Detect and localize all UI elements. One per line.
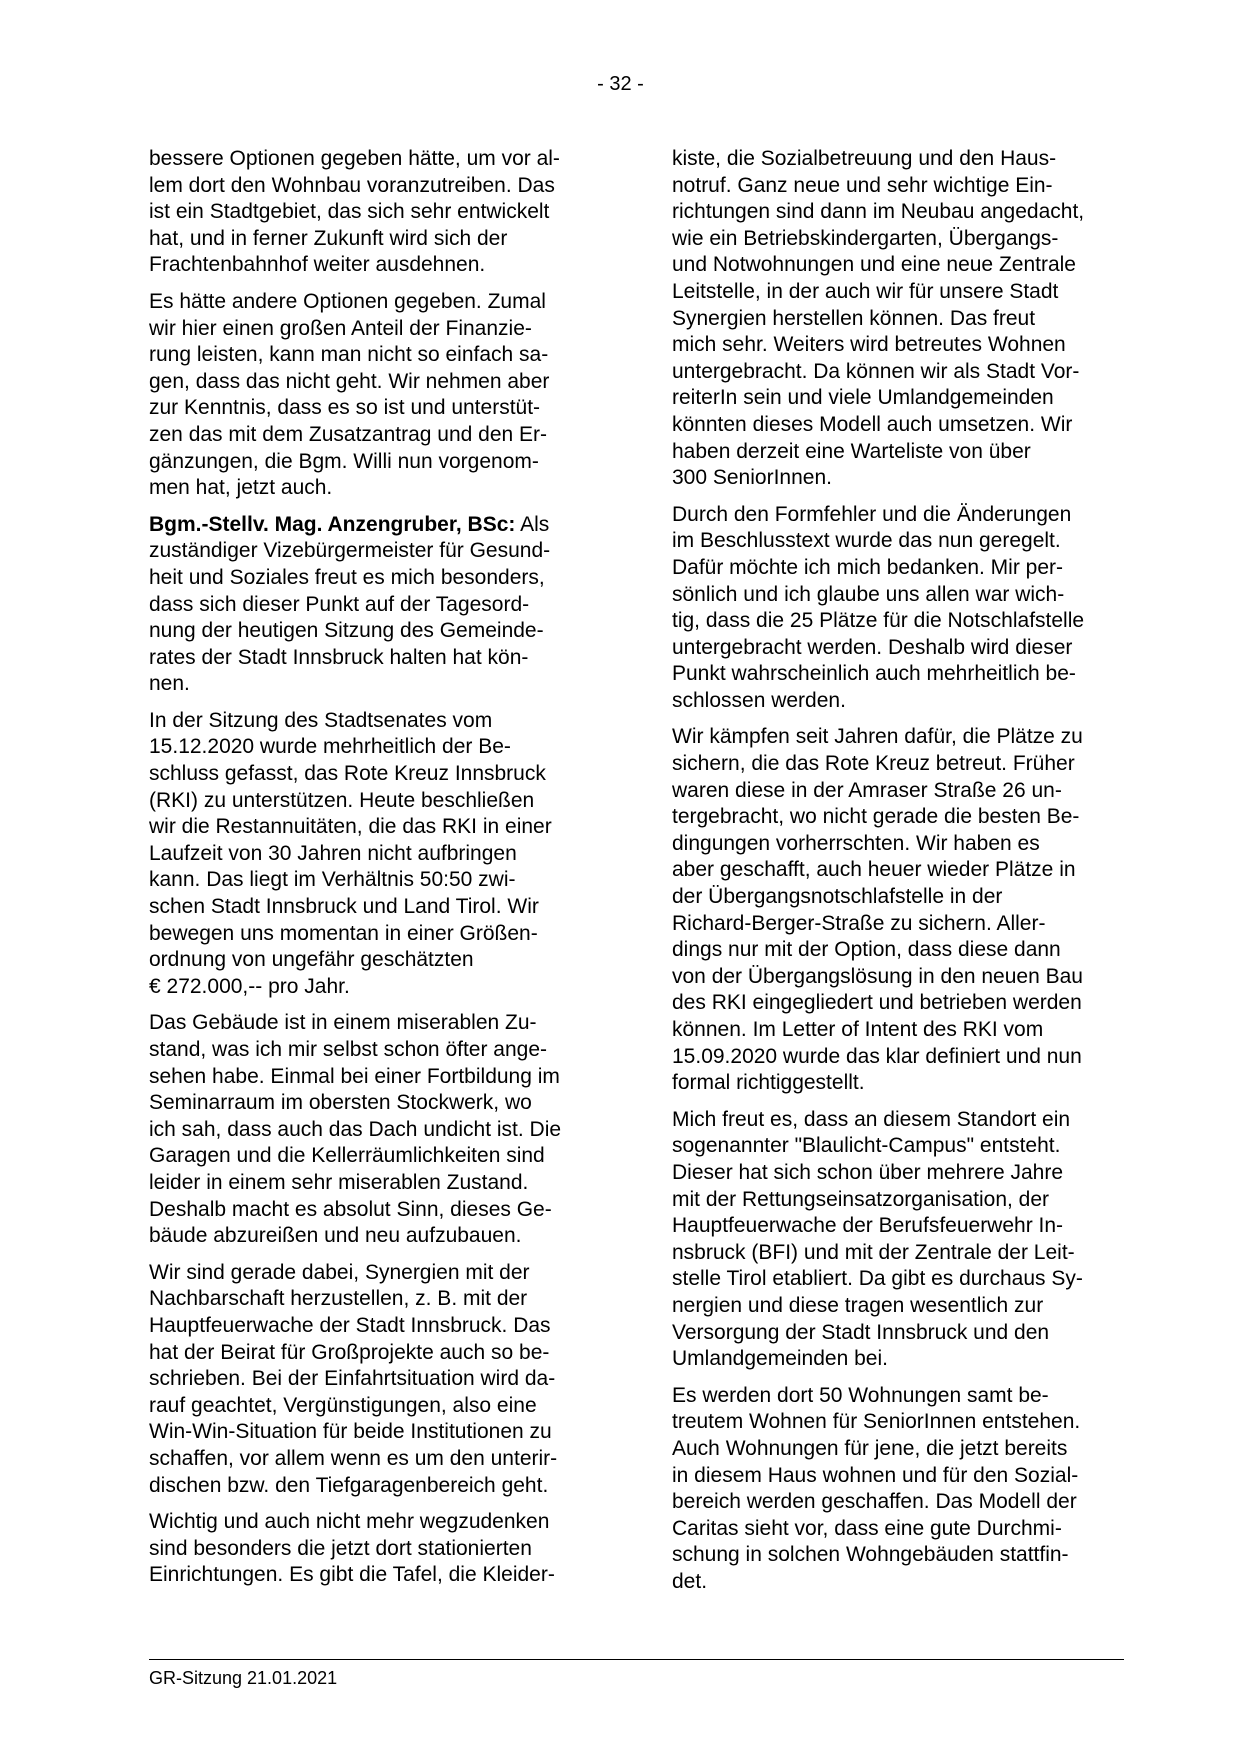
paragraph <box>149 1509 607 1589</box>
text-line: Wichtig und auch nicht mehr wegzudenken <box>149 1510 550 1534</box>
text-line: Umlandgemeinden bei. <box>672 1347 888 1371</box>
text-line: Versorgung der Stadt Innsbruck und den <box>672 1320 1050 1344</box>
text-line: Wir sind gerade dabei, Synergien mit der <box>149 1260 530 1284</box>
text-line: Richard-Berger-Straße zu sichern. Aller- <box>672 911 1046 935</box>
text-line: (RKI) zu unterstützen. Heute beschließen <box>149 788 535 812</box>
text-line: rates der Stadt Innsbruck halten hat kön- <box>149 645 529 669</box>
text-line: dings nur mit der Option, dass diese dann <box>672 938 1061 962</box>
text-line: tig, dass die 25 Plätze für die Notschlafstelle <box>672 609 1085 633</box>
text-line: hat, und in ferner Zukunft wird sich der <box>149 226 508 250</box>
text-line: rung leisten, kann man nicht so einfach sa- <box>149 343 549 367</box>
page-number: - 32 - <box>597 73 644 95</box>
text-line: Dafür möchte ich mich bedanken. Mir per- <box>672 555 1063 579</box>
paragraph <box>672 1383 1130 1596</box>
text-line: 300 SeniorInnen. <box>672 466 832 490</box>
text-line: kiste, die Sozialbetreuung und den Haus- <box>672 147 1057 170</box>
paragraph <box>149 1010 607 1249</box>
text-line: sichern, die das Rote Kreuz betreut. Früher <box>672 752 1075 776</box>
text-line: notruf. Ganz neue und sehr wichtige Ein- <box>672 173 1053 197</box>
text-line: können. Im Letter of Intent des RKI vom <box>672 1018 1044 1041</box>
text-line: 15.12.2020 wurde mehrheitlich der Be- <box>149 735 511 759</box>
text-line: Hauptfeuerwache der Stadt Innsbruck. Das <box>149 1313 551 1337</box>
text-line: Frachtenbahnhof weiter ausdehnen. <box>149 253 486 277</box>
text-line: nung der heutigen Sitzung des Gemeinde- <box>149 619 544 643</box>
text-line: gänzungen, die Bgm. Willi nun vorgenom- <box>149 449 539 473</box>
paragraph <box>149 1260 607 1499</box>
footer-divider <box>149 1659 1124 1660</box>
text-line: könnten dieses Modell auch umsetzen. Wir <box>672 412 1073 436</box>
text-line: Hauptfeuerwache der Berufsfeuerwehr In- <box>672 1214 1064 1238</box>
text-line: schaffen, vor allem wenn es um den unterir- <box>149 1446 558 1470</box>
text-line: € 272.000,-- pro Jahr. <box>149 974 350 998</box>
text-line: sind besonders die jetzt dort stationierten <box>149 1536 532 1560</box>
footer-text: GR-Sitzung 21.01.2021 <box>149 1668 338 1688</box>
text-line: Win-Win-Situation für beide Institutionen zu <box>149 1420 552 1444</box>
text-line: sönlich und ich glaube uns allen war wich- <box>672 582 1065 606</box>
text-line: 15.09.2020 wurde das klar definiert und nun <box>672 1044 1082 1068</box>
paragraph <box>672 724 1130 1096</box>
text-line: Leitstelle, in der auch wir für unsere Stadt <box>672 279 1059 303</box>
text-line: schlossen werden. <box>672 688 846 712</box>
text-line: ordnung von ungefähr geschätzten <box>149 948 474 972</box>
text-line: hat der Beirat für Großprojekte auch so be- <box>149 1340 550 1364</box>
right-column <box>672 146 1130 1605</box>
text-line: heit und Soziales freut es mich besonders, <box>149 565 545 589</box>
text-line: ist ein Stadtgebiet, das sich sehr entwickelt <box>149 200 550 224</box>
text-line: tergebracht, wo nicht gerade die besten Be- <box>672 805 1080 829</box>
text-line: bessere Optionen gegeben hätte, um vor al- <box>149 147 560 170</box>
text-line: im Beschlusstext wurde das nun geregelt. <box>672 529 1061 553</box>
text-line: dischen bzw. den Tiefgaragenbereich geht. <box>149 1473 549 1497</box>
text-line: zen das mit dem Zusatzantrag und den Er- <box>149 422 548 446</box>
text-line: kann. Das liegt im Verhältnis 50:50 zwi- <box>149 868 516 892</box>
text-line: Mich freut es, dass an diesem Standort ein <box>672 1107 1071 1131</box>
text-line: schung in solchen Wohngebäuden stattfin- <box>672 1543 1069 1567</box>
text-line: mit der Rettungseinsatzorganisation, der <box>672 1187 1050 1211</box>
text-line: lem dort den Wohnbau voranzutreiben. Das <box>149 173 555 197</box>
text-line: dass sich dieser Punkt auf der Tagesord- <box>149 592 530 616</box>
text-line: von der Übergangslösung in den neuen Bau <box>672 964 1083 988</box>
text-line: Nachbarschaft herzustellen, z. B. mit der <box>149 1287 528 1311</box>
text-line: Punkt wahrscheinlich auch mehrheitlich be- <box>672 662 1076 686</box>
text-line: Caritas sieht vor, dass eine gute Durchmi- <box>672 1516 1062 1540</box>
text-line: Dieser hat sich schon über mehrere Jahre <box>672 1160 1064 1184</box>
paragraph <box>149 146 607 279</box>
text-line: untergebracht. Da können wir als Stadt Vor- <box>672 359 1080 383</box>
paragraph <box>149 708 607 1001</box>
text-line: in diesem Haus wohnen und für den Sozial- <box>672 1463 1079 1487</box>
text-line: In der Sitzung des Stadtsenates vom <box>149 708 493 732</box>
text-line: Auch Wohnungen für jene, die jetzt bereits <box>672 1436 1068 1460</box>
text-line: haben derzeit eine Warteliste von über <box>672 439 1031 463</box>
text-line: Synergien herstellen können. Das freut <box>672 306 1036 330</box>
text-line: nen. <box>149 672 190 696</box>
text-line: wie ein Betriebskindergarten, Übergangs- <box>672 226 1059 250</box>
text-line <box>149 512 607 539</box>
text-line: zur Kenntnis, dass es so ist und unterstüt- <box>149 396 541 420</box>
text-line: zuständiger Vizebürgermeister für Gesund- <box>149 539 551 563</box>
speaker-name: Bgm.-Stellv. Mag. Anzengruber, BSc: <box>149 512 516 536</box>
speaker-paragraph <box>149 512 607 698</box>
text-line: Es hätte andere Optionen gegeben. Zumal <box>149 289 546 313</box>
text-line: rauf geachtet, Vergünstigungen, also eine <box>149 1393 537 1417</box>
text-line: det. <box>672 1569 708 1593</box>
text-line: Garagen und die Kellerräumlichkeiten sind <box>149 1144 545 1168</box>
text-line: Das Gebäude ist in einem miserablen Zu- <box>149 1011 537 1035</box>
text-line: men hat, jetzt auch. <box>149 476 333 500</box>
text-line: leider in einem sehr miserablen Zustand. <box>149 1170 529 1194</box>
text-line: Es werden dort 50 Wohnungen samt be- <box>672 1383 1049 1407</box>
text-line: stand, was ich mir selbst schon öfter ange- <box>149 1038 548 1061</box>
text-line: treutem Wohnen für SeniorInnen entstehen. <box>672 1410 1081 1434</box>
text-line: reiterIn sein und viele Umlandgemeinden <box>672 386 1054 410</box>
text-line: schen Stadt Innsbruck und Land Tirol. Wir <box>149 895 539 919</box>
text-line: Deshalb macht es absolut Sinn, dieses Ge- <box>149 1197 552 1221</box>
text-line: bewegen uns momentan in einer Größen- <box>149 921 538 945</box>
text-line: stelle Tirol etabliert. Da gibt es durchaus Sy- <box>672 1267 1083 1291</box>
text-line: ich sah, dass auch das Dach undicht ist. Die <box>149 1117 562 1141</box>
text-line: und Notwohnungen und eine neue Zentrale <box>672 253 1076 277</box>
text-line: wir die Restannuitäten, die das RKI in einer <box>149 815 552 839</box>
text-line: Einrichtungen. Es gibt die Tafel, die Kleider- <box>149 1563 555 1587</box>
text-line: dingungen vorherrschten. Wir haben es <box>672 831 1040 855</box>
text-line: mich sehr. Weiters wird betreutes Wohnen <box>672 333 1066 357</box>
text-line: schluss gefasst, das Rote Kreuz Innsbruck <box>149 762 546 786</box>
text-line: bereich werden geschaffen. Das Modell der <box>672 1490 1077 1514</box>
text-line: Seminarraum im obersten Stockwerk, wo <box>149 1091 532 1115</box>
text-line: schrieben. Bei der Einfahrtsituation wird da- <box>149 1367 556 1391</box>
text-line: sogenannter "Blaulicht-Campus" entsteht. <box>672 1134 1061 1158</box>
paragraph <box>149 289 607 502</box>
text-line: der Übergangsnotschlafstelle in der <box>672 885 1003 909</box>
text-line: des RKI eingegliedert und betrieben werden <box>672 991 1082 1015</box>
text-line: aber geschafft, auch heuer wieder Plätze in <box>672 858 1076 882</box>
paragraph <box>672 1107 1130 1373</box>
text-line: formal richtiggestellt. <box>672 1071 865 1095</box>
text-line: gen, dass das nicht geht. Wir nehmen aber <box>149 369 550 393</box>
line-text: Als <box>515 512 550 536</box>
text-line: nsbruck (BFI) und mit der Zentrale der Leit- <box>672 1240 1075 1264</box>
text-line: untergebracht werden. Deshalb wird dieser <box>672 635 1073 659</box>
text-line: richtungen sind dann im Neubau angedacht, <box>672 200 1085 224</box>
text-line: sehen habe. Einmal bei einer Fortbildung im <box>149 1064 560 1088</box>
text-line: waren diese in der Amraser Straße 26 un- <box>672 778 1062 802</box>
left-column <box>149 146 607 1599</box>
text-line: Laufzeit von 30 Jahren nicht aufbringen <box>149 841 517 865</box>
text-line: wir hier einen großen Anteil der Finanzie- <box>149 316 532 340</box>
text-line: Wir kämpfen seit Jahren dafür, die Plätze zu <box>672 725 1083 749</box>
text-line: nergien und diese tragen wesentlich zur <box>672 1293 1044 1317</box>
paragraph <box>672 502 1130 715</box>
text-line: Durch den Formfehler und die Änderungen <box>672 502 1072 526</box>
text-line: bäude abzureißen und neu aufzubauen. <box>149 1224 522 1248</box>
paragraph <box>672 146 1130 492</box>
